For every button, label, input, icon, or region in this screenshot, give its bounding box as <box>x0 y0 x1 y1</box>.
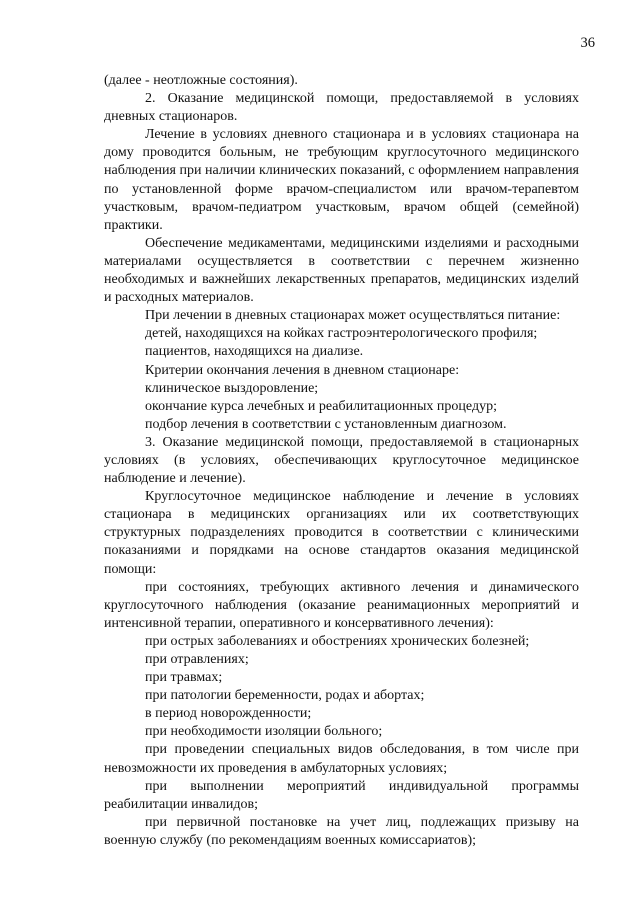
list-item: пациентов, находящихся на диализе. <box>145 344 364 360</box>
list-item: окончание курса лечебных и реабилитационных процедур; <box>145 398 497 414</box>
list-item: при выполнении мероприятий индивидуальной программы реабилитации инвалидов; <box>104 778 579 812</box>
page-number: 36 <box>580 35 595 51</box>
list-item: при острых заболеваниях и обострениях хронических болезней; <box>145 633 530 649</box>
list-item: в период новорожденности; <box>145 706 312 722</box>
document-body <box>104 72 579 850</box>
paragraph: Критерии окончания лечения в дневном стационаре: <box>145 362 460 378</box>
paragraph: 3. Оказание медицинской помощи, предоставляемой в стационарных условиях (в условиях, обеспечивающих круглосуточное медицинское наблюдение и лечение). <box>104 434 579 487</box>
list-item: подбор лечения в соответствии с установленным диагнозом. <box>145 416 507 432</box>
list-item: при травмах; <box>145 670 223 686</box>
paragraph: 2. Оказание медицинской помощи, предоставляемой в условиях дневных стационаров. <box>104 91 579 125</box>
paragraph: Круглосуточное медицинское наблюдение и лечение в условиях стационара в медицинских организациях или их соответствующих структурных подразделениях проводится в соответствии с клиническими показаниями и порядками на основе стандартов оказания медицинской помощи: <box>104 489 579 577</box>
list-item: при патологии беременности, родах и абортах; <box>145 688 425 704</box>
list-item: клиническое выздоровление; <box>145 380 319 396</box>
list-item: при необходимости изоляции больного; <box>145 724 383 740</box>
paragraph: Обеспечение медикаментами, медицинскими изделиями и расходными материалами осуществляется в соответствии с перечнем жизненно необходимых и важнейших лекарственных препаратов, медицинских изделий и расходных материалов. <box>104 235 579 306</box>
list-item: при проведении специальных видов обследования, в том числе при невозможности их проведения в амбулаторных условиях; <box>104 742 579 776</box>
paragraph: При лечении в дневных стационарах может осуществляться питание: <box>145 308 561 324</box>
paragraph: (далее - неотложные состояния). <box>104 73 298 88</box>
paragraph: при состояниях, требующих активного лечения и динамического круглосуточного наблюдения (оказание реанимационных мероприятий и интенсивной терапии, оперативного и консервативного лечения): <box>104 579 579 631</box>
list-item: при отравлениях; <box>145 652 249 667</box>
list-item: при первичной постановке на учет лиц, подлежащих призыву на военную службу (по рекомендациям военных комиссариатов); <box>104 814 579 848</box>
list-item: детей, находящихся на койках гастроэнтерологического профиля; <box>145 326 538 342</box>
paragraph: Лечение в условиях дневного стационара и в условиях стационара на дому проводится больным, не требующим круглосуточного медицинского наблюдения при наличии клинических показаний, с оформлением направления по установленной форме врачом-специалистом или врачом-терапевтом участковым, врачом-педиатром участковым, врачом общей (семейной) практики. <box>104 127 579 233</box>
